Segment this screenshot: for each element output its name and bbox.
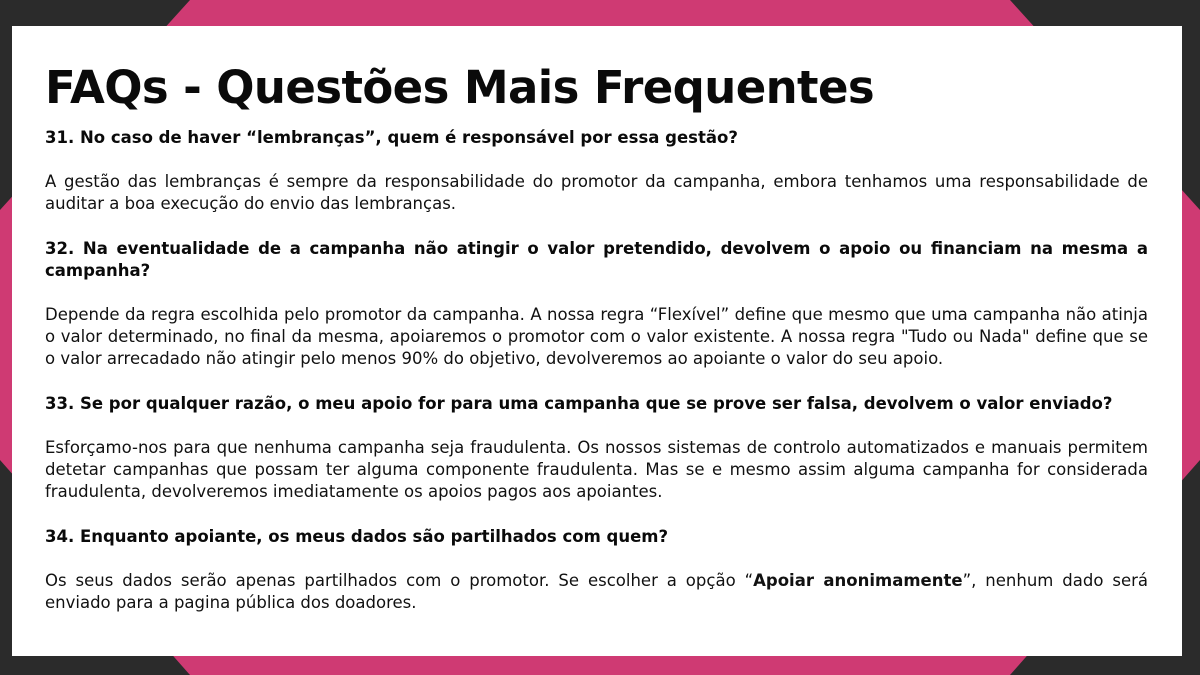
faq-item-34 [45, 526, 1148, 614]
faq-item-31 [45, 127, 1148, 215]
faq-question: 34. Enquanto apoiante, os meus dados são partilhados com quem? [45, 527, 669, 546]
page-title: FAQs - Questões Mais Frequentes [45, 61, 875, 114]
faq-answer: A gestão das lembranças é sempre da responsabilidade do promotor da campanha, embora tenhamos uma responsabilidade de auditar a boa execução do envio das lembranças. [45, 172, 1148, 213]
faq-answer [45, 570, 1148, 614]
faq-list [45, 127, 1148, 614]
faq-answer-emphasis: Apoiar anonimamente [753, 571, 963, 590]
faq-item-32 [45, 238, 1148, 370]
faq-question: 31. No caso de haver “lembranças”, quem é responsável por essa gestão? [45, 128, 738, 147]
faq-answer: Esforçamo-nos para que nenhuma campanha seja fraudulenta. Os nossos sistemas de controlo automatizados e manuais permitem detetar campanhas que possam ter alguma componente fraudulenta. Mas se e mesmo assim alguma campanha for considerada fraudulenta, devolveremos imediatamente os apoios pagos aos apoiantes. [45, 438, 1148, 501]
faq-question: 33. Se por qualquer razão, o meu apoio for para uma campanha que se prove ser falsa, devolvem o valor enviado? [45, 394, 1113, 413]
faq-answer: Depende da regra escolhida pelo promotor da campanha. A nossa regra “Flexível” define que mesmo que uma campanha não atinja o valor determinado, no final da mesma, apoiaremos o promotor com o valor existente. A nossa regra "Tudo ou Nada" define que se o valor arrecadado não atingir pelo menos 90% do objetivo, devolveremos ao apoiante o valor do seu apoio. [45, 305, 1148, 368]
content-card [12, 26, 1182, 656]
faq-question: 32. Na eventualidade de a campanha não atingir o valor pretendido, devolvem o apoio ou financiam na mesma a campanha? [45, 239, 1148, 280]
faq-answer-text-after: ”, nenhum dado será enviado para a pagina pública dos doadores. [45, 571, 1148, 612]
faq-answer-text-before: Os seus dados serão apenas partilhados com o promotor. Se escolher a opção “ [45, 571, 754, 590]
faq-item-33 [45, 393, 1148, 503]
